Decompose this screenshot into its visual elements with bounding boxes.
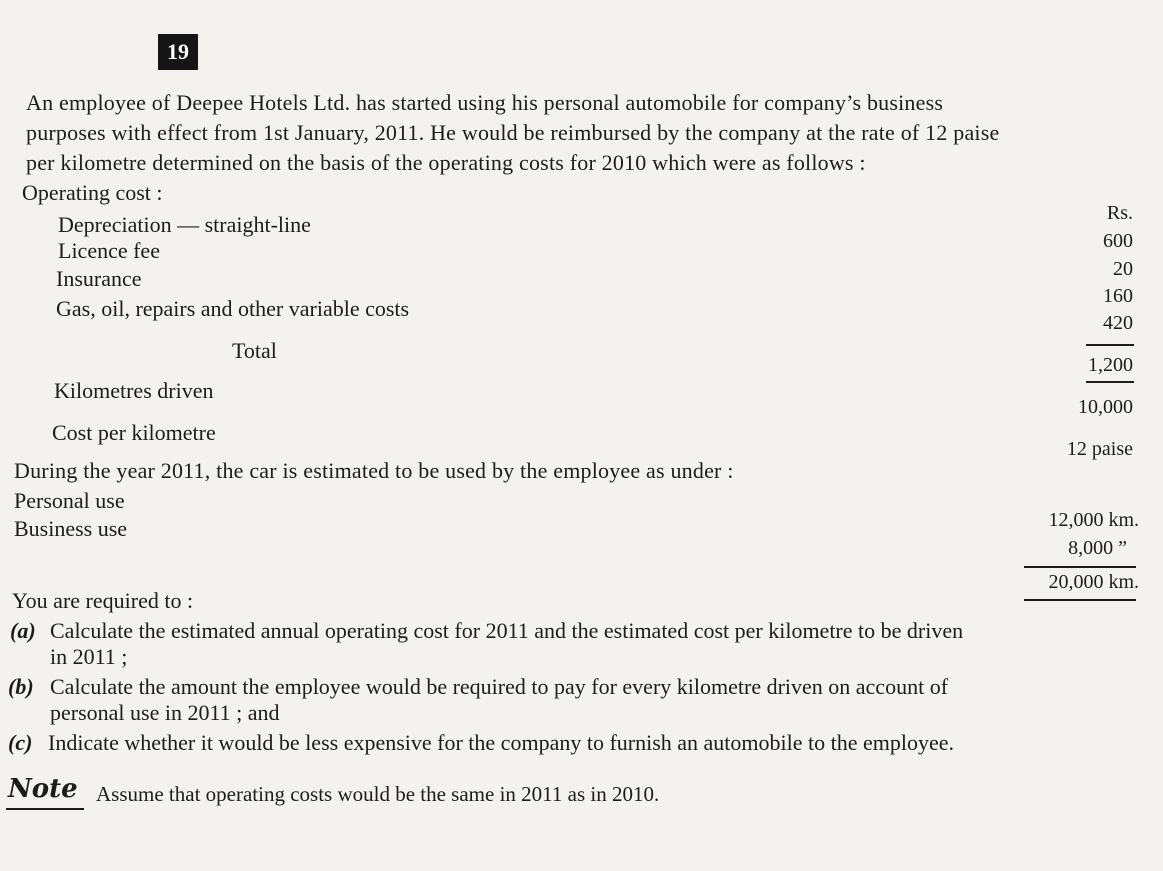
cost-item-label: Licence fee [58,238,160,263]
requirement-label: (c) [8,730,33,755]
note-underline [6,808,84,810]
usage-item-value: 12,000 km. [1048,509,1139,531]
cost-item-amount: 20 [1113,258,1133,280]
cost-item-amount: 600 [1103,230,1133,252]
cost-per-km-label: Cost per kilometre [52,420,216,445]
km-driven-value: 10,000 [1078,396,1133,418]
requirements-intro: You are required to : [12,588,194,613]
requirement-text-cont: in 2011 ; [50,644,128,669]
requirement-label: (b) [8,674,34,699]
note-text: Assume that operating costs would be the same in 2011 as in 2010. [96,782,660,806]
subtotal-rule [1086,344,1134,346]
operating-cost-heading: Operating cost : [22,180,163,205]
usage-item-label: Personal use [14,488,125,513]
cost-item-label: Depreciation — straight-line [58,212,311,237]
cost-item-label: Gas, oil, repairs and other variable costs [56,296,410,321]
requirement-text: Indicate whether it would be less expensive for the company to furnish an automobile to the employee. [48,730,955,755]
cost-item-amount: 420 [1103,312,1133,334]
cost-item-label: Insurance [56,266,142,291]
requirement-text-cont: personal use in 2011 ; and [50,700,280,725]
usage-item-value: 8,000 ” [1068,537,1127,559]
intro-line-1: An employee of Deepee Hotels Ltd. has started using his personal automobile for company’s business [26,90,944,115]
total-rule [1086,381,1134,383]
total-label: Total [232,338,277,363]
usage-subtotal-rule [1024,566,1136,568]
usage-intro: During the year 2011, the car is estimated to be used by the employee as under : [14,458,734,483]
requirement-text: Calculate the estimated annual operating cost for 2011 and the estimated cost per kilometre to be driven [50,618,964,643]
total-amount: 1,200 [1088,354,1133,376]
requirement-text: Calculate the amount the employee would be required to pay for every kilometre driven on account of [50,674,949,699]
usage-total-rule [1024,599,1136,601]
intro-line-2: purposes with effect from 1st January, 2011. He would be reimbursed by the company at the rate of 12 paise [26,120,1000,145]
km-driven-label: Kilometres driven [54,378,214,403]
intro-line-3: per kilometre determined on the basis of the operating costs for 2010 which were as follows : [26,150,866,175]
usage-total: 20,000 km. [1048,571,1139,593]
currency-header: Rs. [1106,202,1133,224]
cost-per-km-value: 12 paise [1066,438,1133,460]
note-label: Note [8,774,78,804]
problem-number-badge: 19 [158,34,198,70]
cost-item-amount: 160 [1103,285,1133,307]
usage-item-label: Business use [14,516,128,541]
requirement-label: (a) [10,618,36,643]
